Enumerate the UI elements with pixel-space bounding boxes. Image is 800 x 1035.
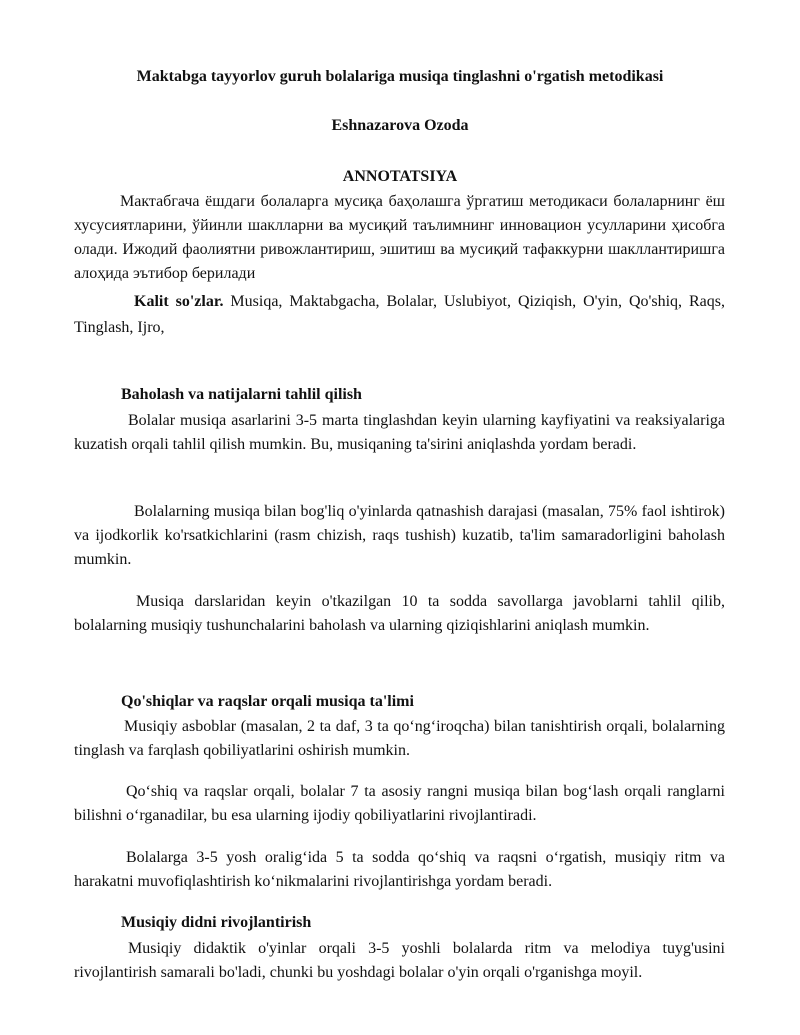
- annotation-heading: ANNOTATSIYA: [342, 168, 458, 185]
- keywords-label: Kalit so'zlar.: [134, 293, 224, 310]
- section-heading-musical-taste: Musiqiy didni rivojlantirish: [121, 914, 312, 931]
- section-paragraph: Musiqa darslaridan keyin o'tkazilgan 10 ta sodda savollarga javoblarni tahlil qilib, bolalarning musiqiy tushunchalarini baholash va ularning qiziqishlarini aniqlash mumkin.: [74, 593, 725, 634]
- section-heading-assessment: Baholash va natijalarni tahlil qilish: [121, 386, 362, 403]
- section-paragraph: Qo‘shiq va raqslar orqali, bolalar 7 ta asosiy rangni musiqa bilan bog‘lash orqali ranglarni bilishni o‘rganadilar, bu esa ularning ijodiy qobiliyatlarini rivojlantiradi.: [74, 783, 725, 824]
- section-heading-songs-dances: Qo'shiqlar va raqslar orqali musiqa ta'limi: [121, 693, 414, 710]
- section-paragraph: Bolalarning musiqa bilan bog'liq o'yinlarda qatnashish darajasi (masalan, 75% faol ishtirok) va ijodkorlik ko'rsatkichlarini (rasm chizish, raqs tushish) kuzatib, ta'lim samaradorligini baholash mumkin.: [74, 503, 725, 568]
- annotation-text: Мактабгача ёшдаги болаларга мусиқа баҳолашга ўргатиш методикаси болаларнинг ёш хусусиятларини, ўйинли шаклларни ва мусиқий таълимнинг инновацион усулларини ҳисобга олади. Ижодий фаолиятни ривожлантириш, эшитиш ва мусиқий тафаккурни шакллантиришга алоҳида эътибор берилади: [74, 193, 725, 282]
- section-paragraph: Bolalarga 3-5 yosh oralig‘ida 5 ta sodda qo‘shiq va raqsni o‘rgatish, musiqiy ritm va harakatni muvofiqlashtirish ko‘nikmalarini rivojlantirishga yordam beradi.: [74, 849, 725, 890]
- author-name: Eshnazarova Ozoda: [331, 117, 469, 134]
- keywords-list: Musiqa, Maktabgacha, Bolalar, Uslubiyot, Qiziqish, O'yin, Qo'shiq, Raqs, Tinglash, Ijro,: [74, 293, 725, 336]
- section-paragraph: Bolalar musiqa asarlarini 3-5 marta tinglashdan keyin ularning kayfiyatini va reaksiyalariga kuzatish orqali tahlil qilish mumkin. Bu, musiqaning ta'sirini aniqlashda yordam beradi.: [74, 412, 725, 453]
- section-paragraph: Musiqiy asboblar (masalan, 2 ta daf, 3 ta qo‘ng‘iroqcha) bilan tanishtirish orqali, bolalarning tinglash va farqlash qobiliyatlarini oshirish mumkin.: [74, 718, 725, 759]
- keywords-paragraph: [74, 289, 725, 341]
- section-paragraph: Musiqiy didaktik o'yinlar orqali 3-5 yoshli bolalarda ritm va melodiya tuyg'usini rivojlantirish samarali bo'ladi, chunki bu yoshdagi bolalar o'yin orqali o'rganishga moyil.: [74, 940, 725, 981]
- document-title: Maktabga tayyorlov guruh bolalariga musiqa tinglashni o'rgatish metodikasi: [136, 68, 664, 85]
